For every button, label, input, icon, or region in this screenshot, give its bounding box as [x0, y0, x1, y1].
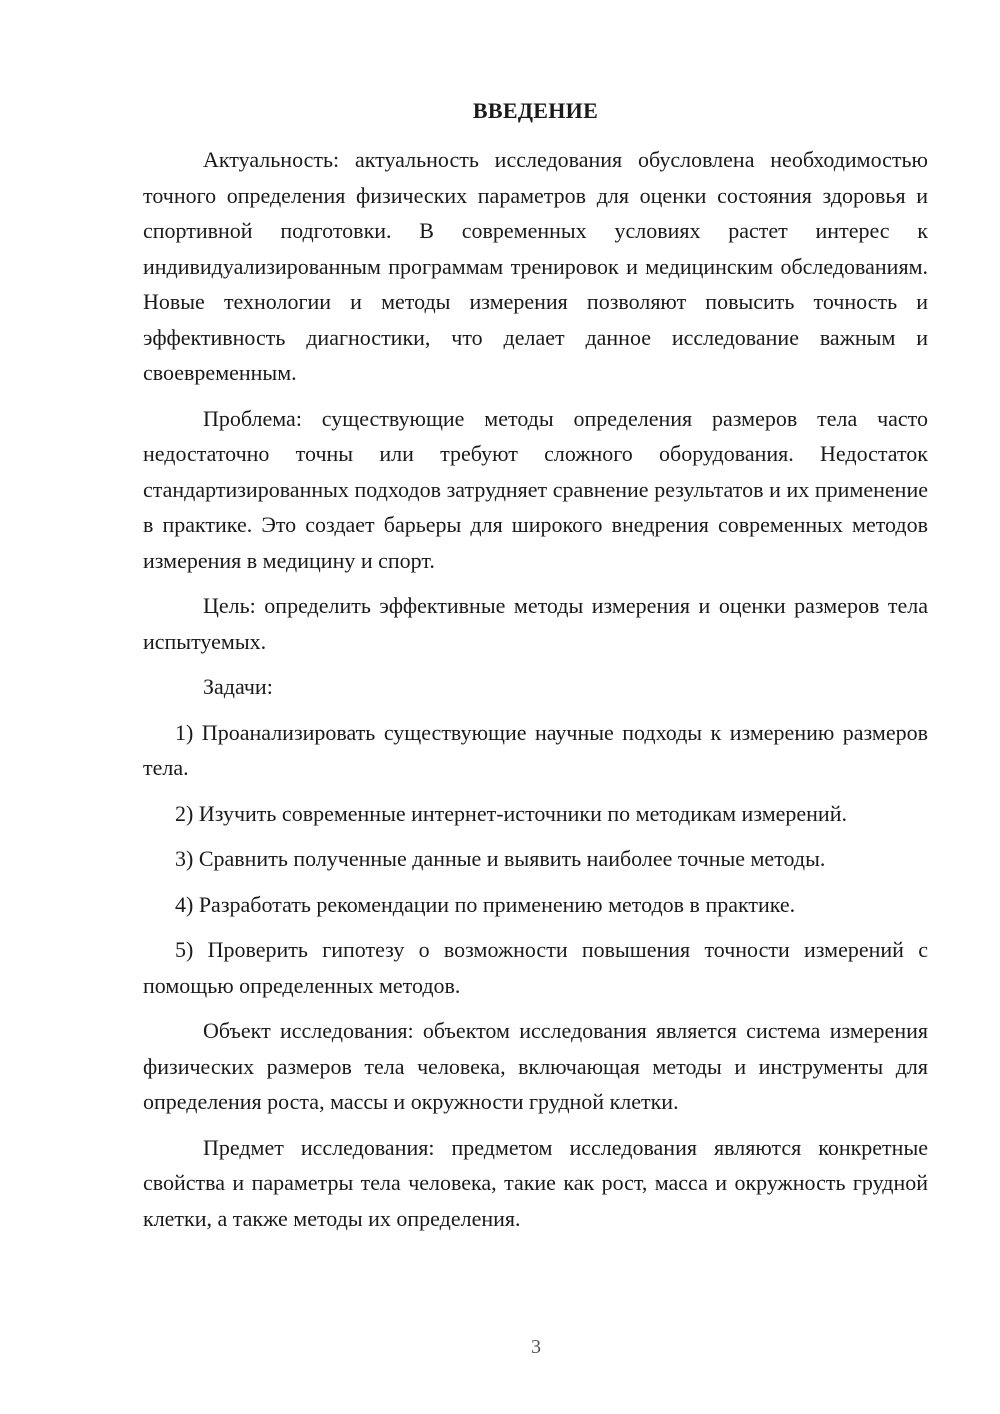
task-item-5: 5) Проверить гипотезу о возможности повышения точности измерений с помощью определенных методов.: [143, 937, 928, 998]
paragraph-relevance: Актуальность: актуальность исследования обусловлена необходимостью точного определения физических параметров для оценки состояния здоровья и спортивной подготовки. В современных условиях растет интерес к индивидуализированным программам тренировок и медицинским обследованиям. Новые технологии и методы измерения позволяют повысить точность и эффективность диагностики, что делает данное исследование важным и своевременным.: [143, 147, 928, 385]
document-page: [143, 96, 928, 1236]
task-item-4: 4) Разработать рекомендации по применению методов в практике.: [175, 891, 796, 917]
paragraph-object: Объект исследования: объектом исследования является система измерения физических размеров тела человека, включающая методы и инструменты для определения роста, массы и окружности грудной клетки.: [143, 1018, 928, 1114]
section-title: ВВЕДЕНИЕ: [472, 98, 599, 123]
task-item-2: 2) Изучить современные интернет-источники по методикам измерений.: [175, 800, 847, 826]
tasks-heading: Задачи:: [203, 674, 273, 699]
task-item-1: 1) Проанализировать существующие научные подходы к измерению размеров тела.: [143, 719, 928, 780]
paragraph-subject: Предмет исследования: предметом исследования являются конкретные свойства и параметры тела человека, такие как рост, масса и окружность грудной клетки, а также методы их определения.: [143, 1134, 928, 1231]
page-number: 3: [531, 1336, 541, 1358]
paragraph-problem: Проблема: существующие методы определения размеров тела часто недостаточно точны или требуют сложного оборудования. Недостаток стандартизированных подходов затрудняет сравнение результатов и их применение в практике. Это создает барьеры для широкого внедрения современных методов измерения в медицину и спорт.: [143, 405, 928, 573]
task-item-3: 3) Сравнить полученные данные и выявить наиболее точные методы.: [175, 846, 826, 871]
paragraph-goal: Цель: определить эффективные методы измерения и оценки размеров тела испытуемых.: [143, 593, 928, 654]
